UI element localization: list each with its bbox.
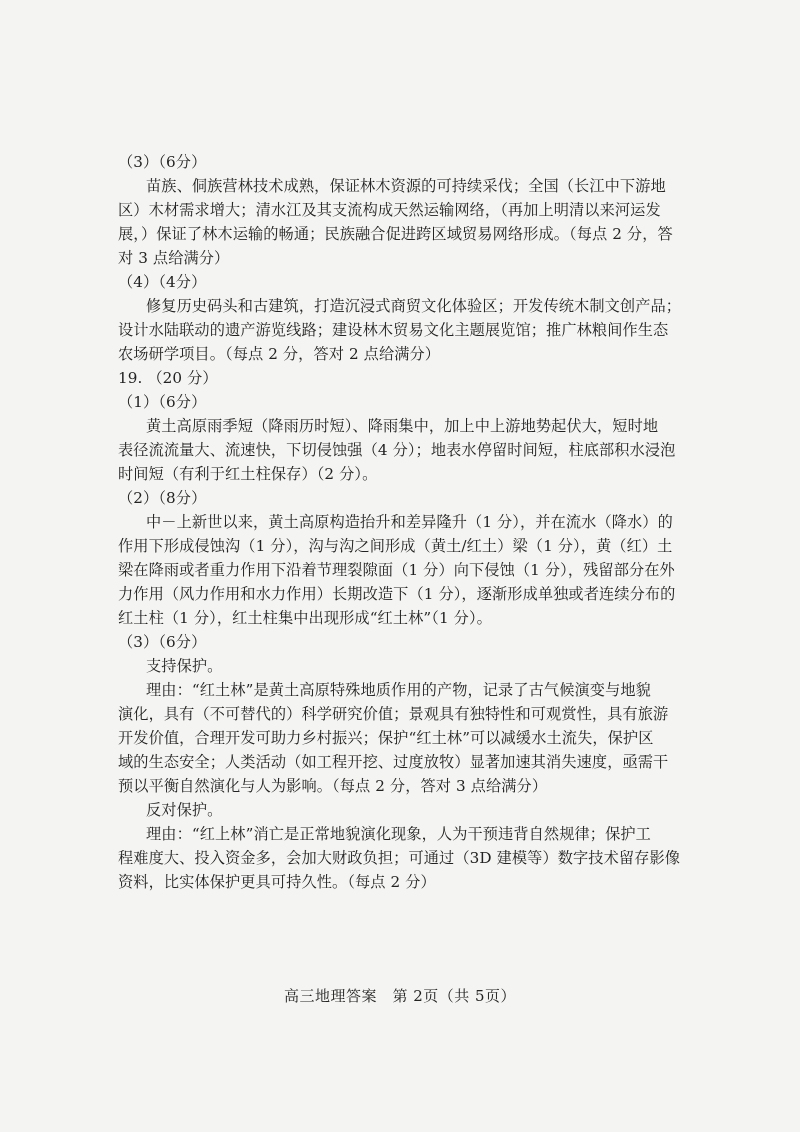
answer-text-line: 红土柱（1 分），红土柱集中出现形成“红土林”（1 分）。 — [118, 609, 492, 627]
answer-text-line: 表径流流量大、流速快，下切侵蚀强（4 分）；地表水停留时间短，柱底部积水浸泡 — [118, 441, 676, 459]
answer-text-line: 域的生态安全；人类活动（如工程开挖、过度放牧）显著加速其消失速度，亟需干 — [118, 753, 669, 771]
answer-text-line: 中－上新世以来，黄土高原构造抬升和差异隆升（1 分），并在流水（降水）的 — [146, 513, 673, 531]
answer-text-line: 作用下形成侵蚀沟（1 分），沟与沟之间形成（黄土/红土）梁（1 分），黄（红）土 — [118, 537, 673, 555]
question-19-heading: 19. （20 分） — [118, 369, 218, 387]
answer-text-line: 时间短（有利于红土柱保存）（2 分）。 — [118, 465, 378, 483]
subquestion-3-heading: （3）（6分） — [118, 153, 207, 171]
stance-oppose: 反对保护。 — [146, 801, 223, 819]
answer-text-line: 黄土高原雨季短（降雨历时短）、降雨集中，加上中上游地势起伏大，短时地 — [146, 417, 659, 435]
answer-text-line: 设计水陆联动的遗产游览线路；建设林木贸易文化主题展览馆；推广林粮间作生态 — [118, 321, 669, 339]
answer-text-line: 程难度大、投入资金多，会加大财政负担；可通过（3D 建模等）数字技术留存影像 — [118, 849, 681, 867]
answer-text-line: 农场研学项目。（每点 2 分，答对 2 点给满分） — [118, 345, 441, 363]
page-footer: 高三地理答案 第 2页（共 5页） — [283, 987, 517, 1005]
answer-text-line: 预以平衡自然演化与人为影响。（每点 2 分，答对 3 点给满分） — [118, 777, 548, 795]
subquestion-3-heading: （3）（6分） — [118, 633, 207, 651]
answer-text-line: 对 3 点给满分） — [118, 249, 230, 267]
answer-text-line: 苗族、侗族营林技术成熟，保证林木资源的可持续采伐；全国（长江中下游地 — [146, 177, 666, 195]
answer-text-line: 力作用（风力作用和水力作用）长期改造下（1 分），逐渐形成单独或者连续分布的 — [118, 585, 676, 603]
answer-text-line: 演化，具有（不可替代的）科学研究价值；景观具有独特性和可观赏性，具有旅游 — [118, 705, 669, 723]
subquestion-2-heading: （2）（8分） — [118, 489, 207, 507]
answer-text-line: 开发价值，合理开发可助力乡村振兴；保护“红土林”可以减缓水土流失，保护区 — [118, 729, 654, 747]
answer-text-line: 资料，比实体保护更具可持久性。（每点 2 分） — [118, 873, 436, 891]
answer-text-line: 修复历史码头和古建筑，打造沉浸式商贸文化体验区；开发传统木制文创产品； — [146, 297, 682, 315]
subquestion-1-heading: （1）（6分） — [118, 393, 207, 411]
answer-text-line: 理由：“红土林”是黄土高原特殊地质作用的产物，记录了古气候演变与地貌 — [146, 681, 651, 699]
answer-text-line: 区）木材需求增大；清水江及其支流构成天然运输网络，（再加上明清以来河运发 — [118, 201, 661, 219]
answer-text-line: 展，）保证了林木运输的畅通；民族融合促进跨区域贸易网络形成。（每点 2 分，答 — [118, 225, 673, 243]
answer-text-line: 梁在降雨或者重力作用下沿着节理裂隙面（1 分）向下侵蚀（1 分），残留部分在外 — [118, 561, 675, 579]
stance-support: 支持保护。 — [146, 657, 223, 675]
subquestion-4-heading: （4）（4分） — [118, 273, 207, 291]
answer-text-line: 理由：“红上林”消亡是正常地貌演化现象，人为干预违背自然规律；保护工 — [146, 825, 651, 843]
